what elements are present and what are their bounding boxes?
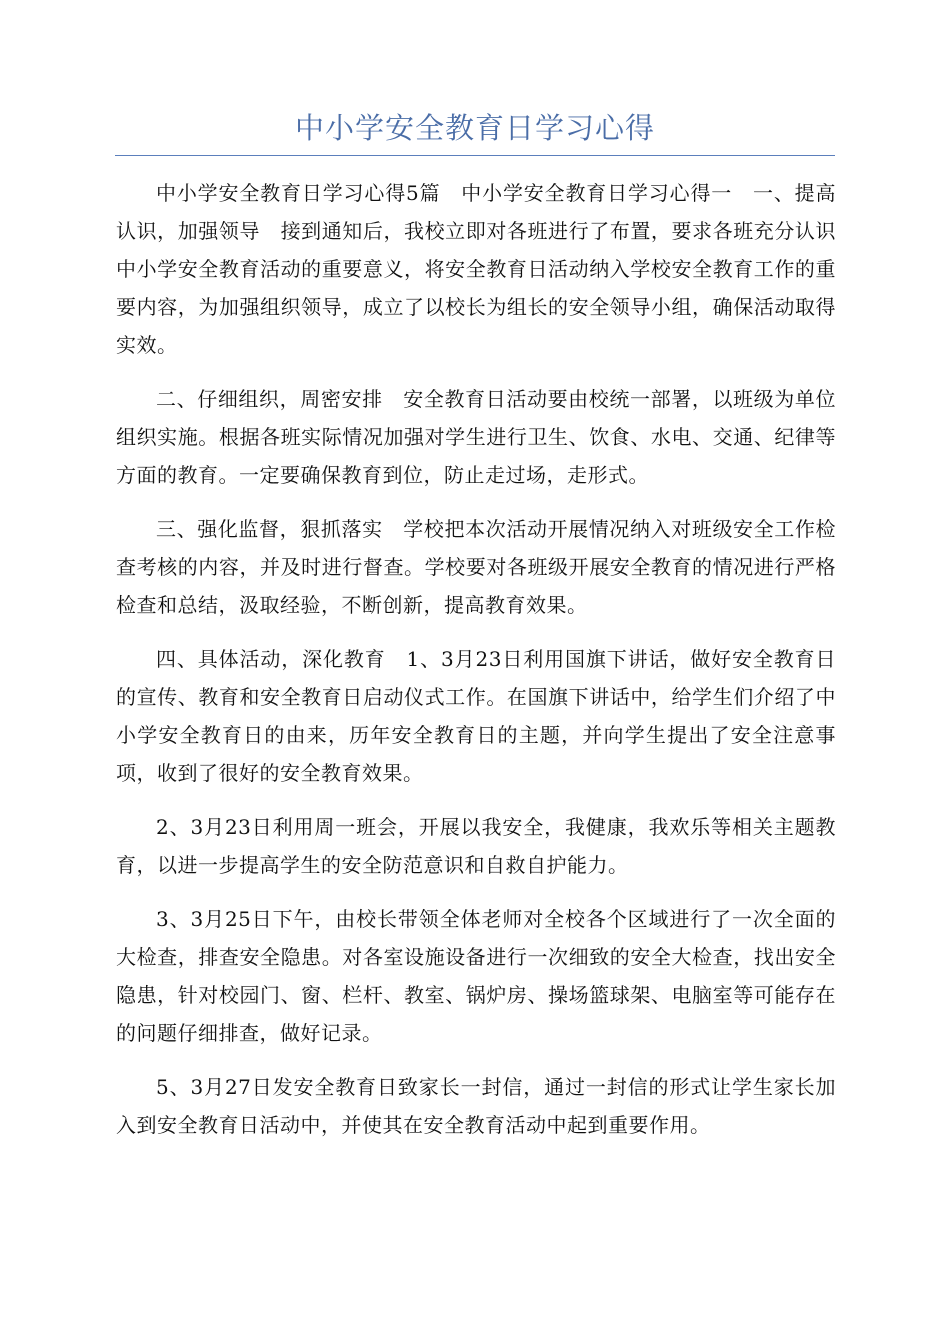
paragraph-6: 3、3月25日下午，由校长带领全体老师对全校各个区域进行了一次全面的大检查，排查安全隐患。对各室设施设备进行一次细致的安全大检查，找出安全隐患，针对校园门、窗、栏杆、教室、锅炉房、操场篮球架、电脑室等可能存在的问题仔细排查，做好记录。 — [116, 907, 836, 1045]
paragraph-4: 四、具体活动，深化教育 1、3月23日利用国旗下讲话，做好安全教育日的宣传、教育和安全教育日启动仪式工作。在国旗下讲话中，给学生们介绍了中小学安全教育日的由来，历年安全教育日的主题，并向学生提出了安全注意事项，收到了很好的安全教育效果。 — [116, 647, 836, 785]
document-title: 中小学安全教育日学习心得 — [294, 111, 655, 145]
paragraph-7: 5、3月27日发安全教育日致家长一封信，通过一封信的形式让学生家长加入到安全教育日活动中，并使其在安全教育活动中起到重要作用。 — [116, 1075, 836, 1137]
paragraph-3: 三、强化监督，狠抓落实 学校把本次活动开展情况纳入对班级安全工作检查考核的内容，并及时进行督查。学校要对各班级开展安全教育的情况进行严格检查和总结，汲取经验，不断创新，提高教育效果。 — [116, 517, 836, 617]
title-underline — [115, 155, 835, 156]
paragraph-5: 2、3月23日利用周一班会，开展以我安全，我健康，我欢乐等相关主题教育，以进一步提高学生的安全防范意识和自救自护能力。 — [116, 815, 836, 877]
paragraph-1: 中小学安全教育日学习心得5篇 中小学安全教育日学习心得一 一、提高认识，加强领导 接到通知后，我校立即对各班进行了布置，要求各班充分认识中小学安全教育活动的重要意义，将安全教育日活动纳入学校安全教育工作的重要内容，为加强组织领导，成立了以校长为组长的安全领导小组，确保活动取得实效。 — [116, 181, 836, 357]
document-body — [116, 174, 836, 1160]
paragraph-2: 二、仔细组织，周密安排 安全教育日活动要由校统一部署，以班级为单位组织实施。根据各班实际情况加强对学生进行卫生、饮食、水电、交通、纪律等方面的教育。一定要确保教育到位，防止走过场，走形式。 — [116, 387, 836, 487]
